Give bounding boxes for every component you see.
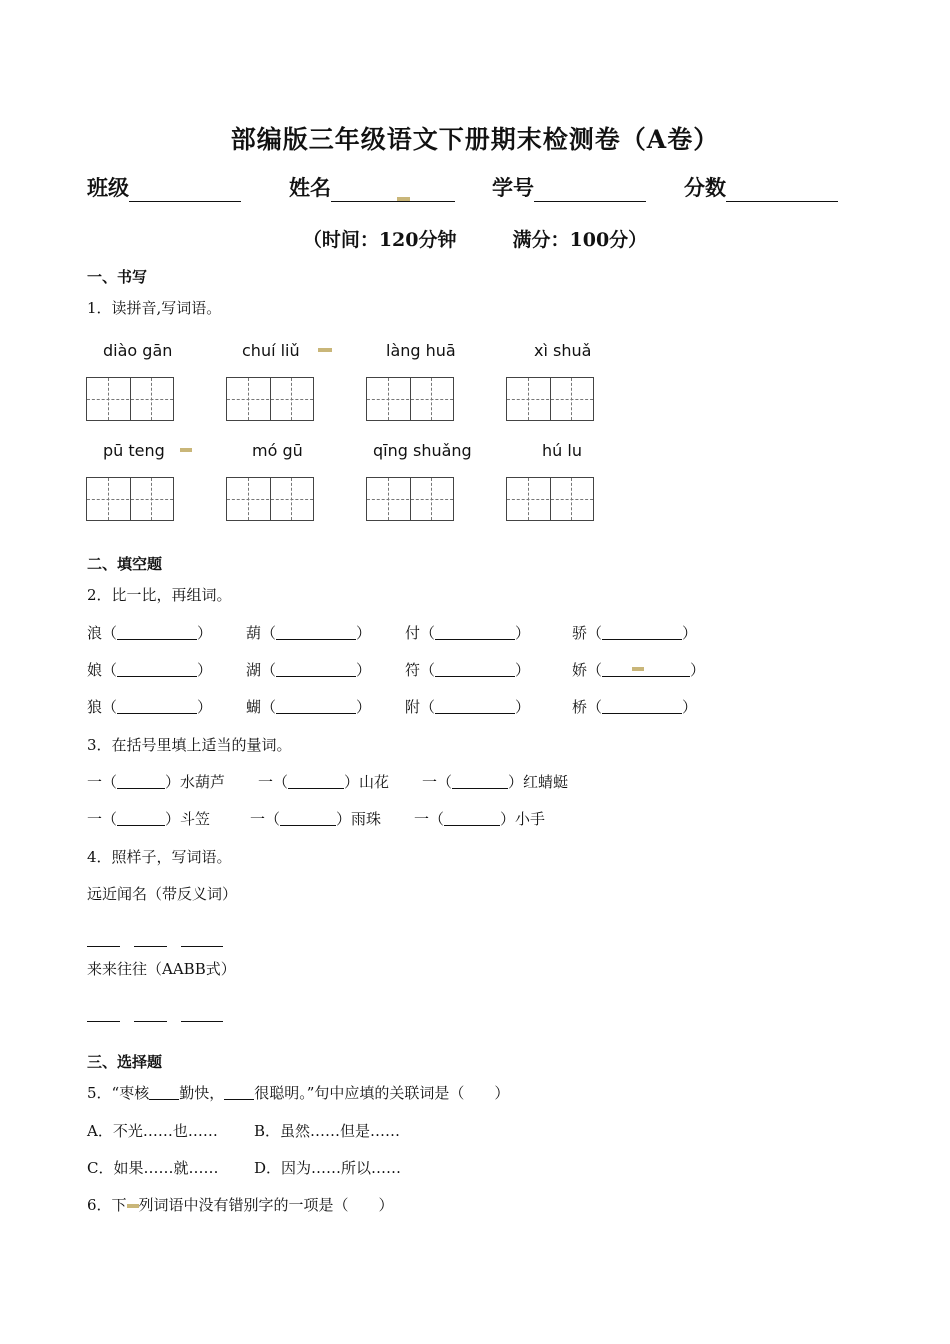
measure-item: 一（ ）雨珠 — [250, 810, 382, 828]
option-d[interactable]: D．因为……所以…… — [254, 1159, 402, 1177]
answer-blank[interactable] — [181, 945, 223, 947]
pinyin-label: qīng shuǎng — [373, 441, 472, 460]
highlight-mark — [632, 667, 644, 671]
highlight-mark — [397, 197, 410, 201]
question-2: 2．比一比，再组词。 — [87, 586, 232, 604]
question-1: 1．读拼音,写词语。 — [87, 299, 222, 317]
writing-grid[interactable] — [506, 477, 594, 521]
answer-blank[interactable] — [224, 1084, 254, 1100]
question-6: 6．下 列词语中没有错别字的一项是（ ） — [87, 1196, 394, 1214]
option-b[interactable]: B．虽然……但是…… — [254, 1122, 401, 1140]
section-heading: 二、填空题 — [87, 555, 163, 573]
answer-blank[interactable] — [435, 624, 515, 640]
example-word: 来来往往（AABB式） — [87, 960, 236, 978]
answer-blank[interactable] — [117, 624, 197, 640]
example-word: 远近闻名（带反义词） — [87, 885, 238, 903]
measure-item: 一（ ）山花 — [258, 773, 390, 791]
question-3: 3．在括号里填上适当的量词。 — [87, 736, 292, 754]
compare-item: 桥（ ） — [572, 698, 698, 716]
section-heading: 三、选择题 — [87, 1053, 163, 1071]
page-title: 部编版三年级语文下册期末检测卷（A卷） — [230, 125, 720, 154]
answer-blank[interactable] — [134, 945, 167, 947]
question-4: 4．照样子，写词语。 — [87, 848, 232, 866]
time-info — [0, 225, 950, 252]
option-a[interactable]: A．不光……也…… — [87, 1122, 218, 1140]
compare-item: 狼（ ） — [87, 698, 213, 716]
answer-blank[interactable] — [602, 661, 690, 677]
measure-item: 一（ ）红蜻蜓 — [422, 773, 569, 791]
writing-grid[interactable] — [86, 377, 174, 421]
student-id-field — [492, 172, 646, 202]
question-5: 5．“枣核 勤快， 很聪明。”句中应填的关联词是（ ） — [87, 1084, 510, 1102]
writing-grid[interactable] — [366, 377, 454, 421]
answer-lines — [87, 1010, 237, 1029]
highlight-mark — [180, 448, 192, 452]
compare-item: 符（ ） — [405, 661, 531, 679]
class-field — [87, 172, 241, 202]
measure-item: 一（ ）水葫芦 — [87, 773, 226, 791]
option-c[interactable]: C．如果……就…… — [87, 1159, 219, 1177]
answer-blank[interactable] — [117, 661, 197, 677]
answer-blank[interactable] — [435, 698, 515, 714]
compare-item: 娘（ ） — [87, 661, 213, 679]
answer-lines — [87, 935, 237, 954]
answer-blank[interactable] — [181, 1020, 223, 1022]
compare-item: 湖（ ） — [246, 661, 372, 679]
answer-blank[interactable] — [276, 624, 356, 640]
section-heading: 一、书写 — [87, 268, 148, 286]
pinyin-label: pū teng — [103, 441, 165, 460]
answer-blank[interactable] — [276, 661, 356, 677]
compare-item: 骄（ ） — [572, 624, 698, 642]
answer-blank[interactable] — [288, 773, 344, 789]
compare-item: 浪（ ） — [87, 624, 213, 642]
writing-grid[interactable] — [506, 377, 594, 421]
answer-blank[interactable] — [280, 810, 336, 826]
compare-item: 附（ ） — [405, 698, 531, 716]
answer-blank[interactable] — [134, 1020, 167, 1022]
compare-item: 付（ ） — [405, 624, 531, 642]
answer-blank[interactable] — [87, 1020, 120, 1022]
pinyin-label: diào gān — [103, 341, 173, 360]
answer-blank[interactable] — [149, 1084, 179, 1100]
name-blank[interactable] — [331, 179, 455, 202]
answer-blank[interactable] — [276, 698, 356, 714]
pinyin-label: chuí liǔ — [242, 341, 300, 360]
writing-grid[interactable] — [366, 477, 454, 521]
highlight-mark — [127, 1204, 139, 1208]
score-blank[interactable] — [726, 179, 838, 202]
pinyin-label: hú lu — [542, 441, 582, 460]
name-label: 姓名 — [289, 175, 331, 200]
measure-item: 一（ ）小手 — [414, 810, 546, 828]
answer-blank[interactable] — [117, 773, 165, 789]
answer-blank[interactable] — [435, 661, 515, 677]
answer-blank[interactable] — [87, 945, 120, 947]
compare-item: 蝴（ ） — [246, 698, 372, 716]
answer-blank[interactable] — [602, 624, 682, 640]
time-limit: （时间：120分钟 — [302, 229, 457, 251]
writing-grid[interactable] — [226, 377, 314, 421]
answer-blank[interactable] — [452, 773, 508, 789]
pinyin-label: làng huā — [386, 341, 456, 360]
student-id-label: 学号 — [492, 175, 534, 200]
highlight-mark — [318, 348, 332, 352]
pinyin-label: mó gū — [252, 441, 303, 460]
class-label: 班级 — [87, 175, 129, 200]
class-blank[interactable] — [129, 179, 241, 202]
answer-blank[interactable] — [602, 698, 682, 714]
writing-grid[interactable] — [86, 477, 174, 521]
name-field — [289, 172, 455, 202]
answer-blank[interactable] — [444, 810, 500, 826]
pinyin-label: xì shuǎ — [534, 341, 592, 360]
full-score: 满分：100分） — [512, 229, 648, 251]
compare-item: 葫（ ） — [246, 624, 372, 642]
score-field — [684, 172, 838, 202]
score-label: 分数 — [684, 175, 726, 200]
answer-blank[interactable] — [117, 810, 165, 826]
writing-grid[interactable] — [226, 477, 314, 521]
measure-item: 一（ ）斗笠 — [87, 810, 211, 828]
student-id-blank[interactable] — [534, 179, 646, 202]
compare-item: 娇（ ） — [572, 661, 706, 679]
answer-blank[interactable] — [117, 698, 197, 714]
